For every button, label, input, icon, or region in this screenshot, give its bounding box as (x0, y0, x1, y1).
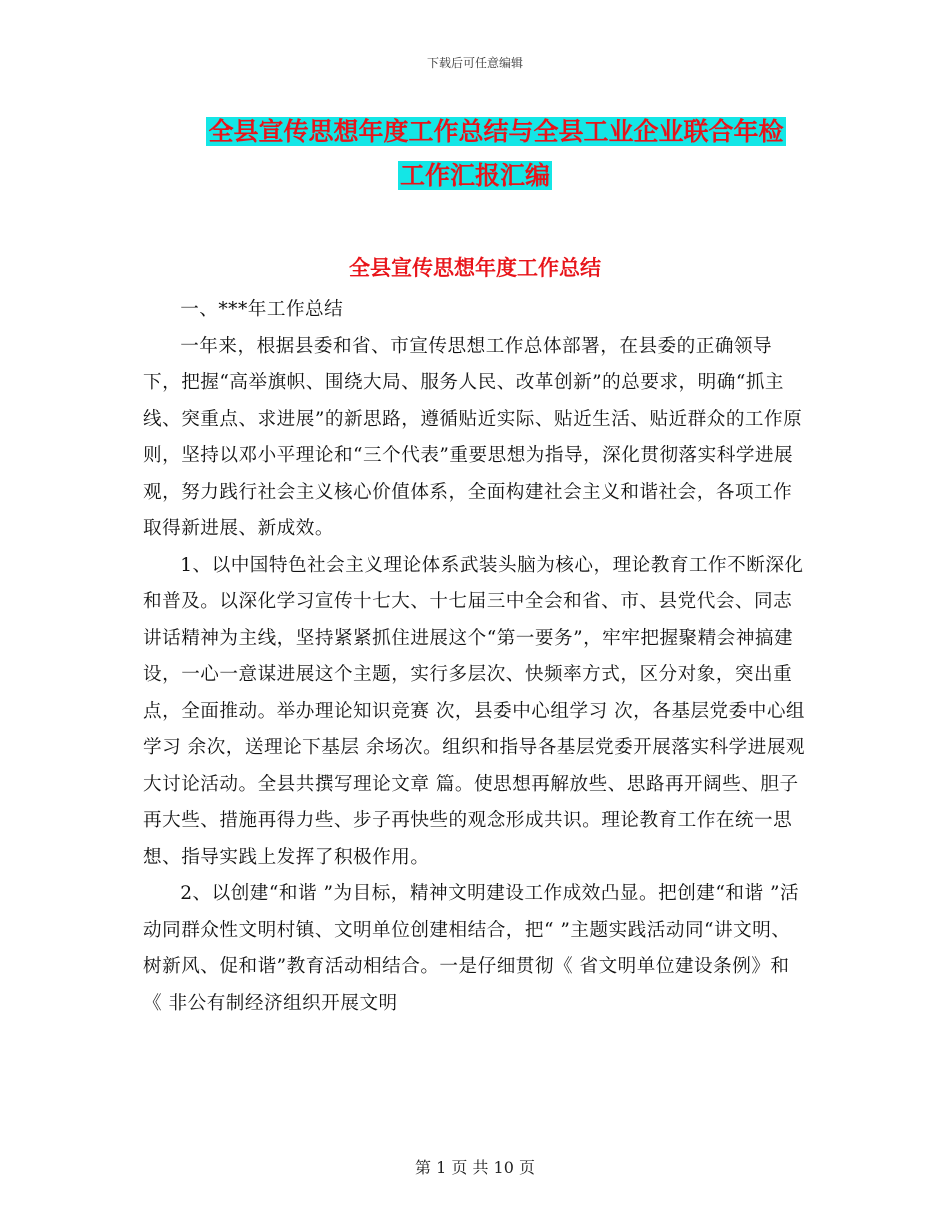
page-header-note: 下载后可任意编辑 (426, 56, 523, 70)
body-text (143, 292, 808, 1022)
section-heading: 一、***年工作总结 (180, 299, 344, 320)
title-highlight-1: 全县宣传思想年度工作总结与全县工业企业联合年检 (208, 117, 784, 146)
section-title: 全县宣传思想年度工作总结 (349, 256, 601, 280)
document-title-line-1 (0, 112, 950, 148)
paragraph-civilization-building: 2、以创建“和谐 ”为目标，精神文明建设工作成效凸显。把创建“和谐 ”活动同群众性文明村镇、文明单位创建相结合，把“ ”主题实践活动同“讲文明、树新风、促和谐”教育活动相结合。一是仔细贯彻《 省文明单位建设条例》和《 非公有制经济组织开展文明 (143, 883, 800, 1014)
paragraph-theory-education: 1、以中国特色社会主义理论体系武装头脑为核心，理论教育工作不断深化和普及。以深化学习宣传十七大、十七届三中全会和省、市、县党代会、同志讲话精神为主线，坚持紧紧抓住进展这个“第一要务”，牢牢把握聚精会神搞建设，一心一意谋进展这个主题，实行多层次、快频率方式，区分对象，突出重点，全面推动。举办理论知识竞赛 次，县委中心组学习 次，各基层党委中心组学习 余次，送理论下基层 余场次。组织和指导各基层党委开展落实科学进展观大讨论活动。全县共撰写理论文章 篇。使思想再解放些、思路再开阔些、胆子再大些、措施再得力些、步子再快些的观念形成共识。理论教育工作在统一思想、指导实践上发挥了积极作用。 (143, 554, 806, 868)
page-footer-number: 第 1 页 共 10 页 (415, 1158, 535, 1177)
document-title-line-2 (0, 156, 950, 192)
paragraph-intro: 一年来，根据县委和省、市宣传思想工作总体部署，在县委的正确领导下，把握“高举旗帜、围绕大局、服务人民、改革创新”的总要求，明确“抓主线、突重点、求进展”的新思路，遵循贴近实际、贴近生活、贴近群众的工作原则，坚持以邓小平理论和“三个代表”重要思想为指导，深化贯彻落实科学进展观，努力践行社会主义核心价值体系，全面构建社会主义和谐社会，各项工作取得新进展、新成效。 (143, 335, 803, 539)
title-highlight-2: 工作汇报汇编 (399, 161, 550, 190)
